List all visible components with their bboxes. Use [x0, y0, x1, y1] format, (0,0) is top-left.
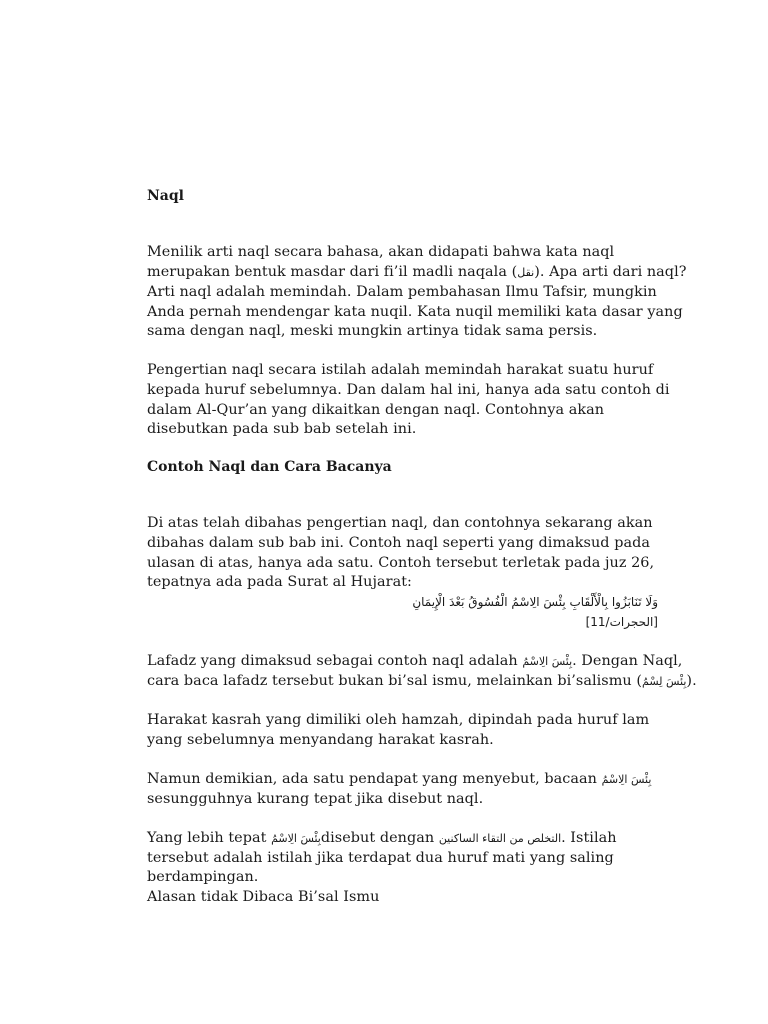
quran-reference: [الحجرات/11]	[585, 615, 658, 629]
paragraph-7-line-2: tersebut adalah istilah jika terdapat dua huruf mati yang saling	[147, 850, 614, 866]
paragraph-1-line-2-text-a: merupakan bentuk masdar dari fi’il madli naqala (	[147, 264, 518, 280]
arabic-phrase-bisalismu: بِئْسَ لِسْمُ	[642, 675, 687, 688]
quran-verse: وَلَا تَنَابَزُوا بِالْأَلْقَابِ بِئْسَ الِاسْمُ الْفُسُوقُ بَعْدَ الْإِيمَانِ	[412, 595, 658, 609]
paragraph-4-line-1-text-a: Lafadz yang dimaksud sebagai contoh naql adalah	[147, 653, 523, 669]
arabic-phrase-bisal-ismu-3: بِئْسَ الِاسْمُ	[271, 832, 321, 845]
arabic-phrase-bisal-ismu: بِئْسَ الِاسْمُ	[522, 655, 573, 668]
paragraph-3-line-2: dibahas dalam sub bab ini. Contoh naql seperti yang dimaksud pada	[147, 535, 650, 551]
paragraph-3-line-3: ulasan di atas, hanya ada satu. Contoh tersebut terletak pada juz 26,	[147, 555, 655, 571]
section-heading-alasan: Alasan tidak Dibaca Bi’sal Ismu	[147, 889, 380, 905]
paragraph-4-line-2-text-a: cara baca lafadz tersebut bukan bi’sal ismu, melainkan bi’salismu (	[147, 673, 643, 689]
paragraph-4-line-2-text-b: ).	[686, 673, 697, 689]
paragraph-3-line-1: Di atas telah dibahas pengertian naql, dan contohnya sekarang akan	[147, 515, 653, 531]
paragraph-5-line-1: Harakat kasrah yang dimiliki oleh hamzah, dipindah pada huruf lam	[147, 712, 650, 728]
paragraph-6-line-1	[147, 769, 651, 790]
paragraph-2-line-2: kepada huruf sebelumnya. Dan dalam hal ini, hanya ada satu contoh di	[147, 382, 670, 398]
paragraph-6-line-2: sesungguhnya kurang tepat jika disebut naql.	[147, 791, 484, 807]
paragraph-1-line-1: Menilik arti naql secara bahasa, akan didapati bahwa kata naql	[147, 244, 615, 260]
paragraph-1-line-4: Anda pernah mendengar kata nuqil. Kata nuqil memiliki kata dasar yang	[147, 304, 683, 320]
paragraph-6-line-1-text-a: Namun demikian, ada satu pendapat yang menyebut, bacaan	[147, 771, 602, 787]
paragraph-2-line-3: dalam Al-Qur’an yang dikaitkan dengan naql. Contohnya akan	[147, 402, 605, 418]
paragraph-7-line-1-text-a: Yang lebih tepat	[147, 830, 272, 846]
section-heading-contoh-naql: Contoh Naql dan Cara Bacanya	[147, 459, 392, 475]
paragraph-7-line-1	[147, 828, 617, 849]
paragraph-3-line-4: tepatnya ada pada Surat al Hujarat:	[147, 574, 412, 590]
paragraph-7-line-3: berdampingan.	[147, 869, 259, 885]
paragraph-5-line-2: yang sebelumnya menyandang harakat kasrah.	[147, 732, 494, 748]
paragraph-1-line-3: Arti naql adalah memindah. Dalam pembahasan Ilmu Tafsir, mungkin	[147, 284, 657, 300]
paragraph-4-line-1-text-b: . Dengan Naql,	[572, 653, 683, 669]
paragraph-7-line-1-text-b: disebut dengan	[320, 830, 439, 846]
arabic-phrase-bisal-ismu-2: بِئْسَ الِاسْمُ	[601, 773, 652, 786]
paragraph-4-line-1	[147, 651, 682, 672]
page-title: Naql	[147, 188, 184, 204]
paragraph-2-line-1: Pengertian naql secara istilah adalah memindah harakat suatu huruf	[147, 362, 654, 378]
paragraph-4-line-2	[147, 671, 697, 692]
paragraph-1-line-5: sama dengan naql, meski mungkin artinya tidak sama persis.	[147, 323, 598, 339]
paragraph-1-line-2	[147, 262, 686, 283]
arabic-word-naqala: نقل	[517, 266, 535, 279]
arabic-phrase-takhallus: التخلص من التقاء الساكنين	[438, 832, 562, 845]
paragraph-2-line-4: disebutkan pada sub bab setelah ini.	[147, 421, 417, 437]
paragraph-7-line-1-text-c: . Istilah	[561, 830, 617, 846]
paragraph-1-line-2-text-b: ). Apa arti dari naql?	[534, 264, 687, 280]
